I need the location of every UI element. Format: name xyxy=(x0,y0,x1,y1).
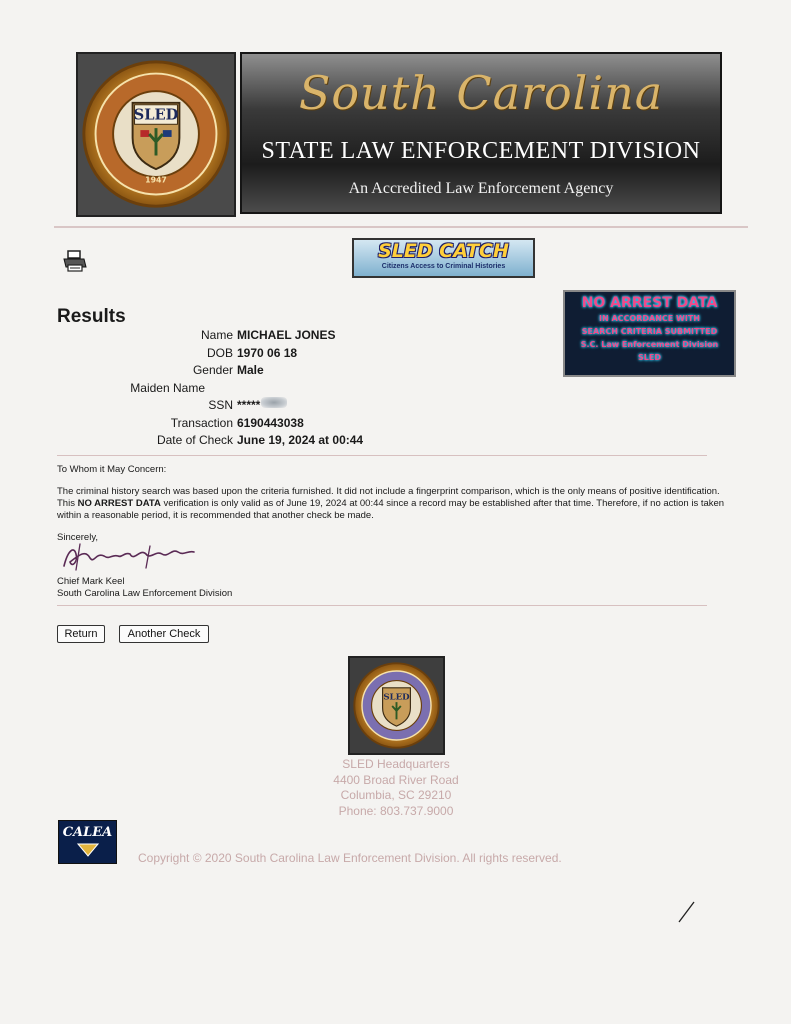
sled-seal-logo xyxy=(76,52,236,217)
letter-body-text: verification is only valid as of June 19, 2024 at 00:44 since a record may be established after that time. Therefore, if no action is taken within a reasonable period, it is recommended that another check be made. xyxy=(57,498,725,521)
field-ssn xyxy=(110,397,440,415)
field-value: MICHAEL JONES xyxy=(237,328,336,342)
field-label: Maiden Name xyxy=(130,380,205,395)
footer-seal-badge-text: SLED xyxy=(383,692,410,703)
signer-agency: South Carolina Law Enforcement Division xyxy=(57,588,233,599)
copyright-notice: Copyright © 2020 South Carolina Law Enforcement Division. All rights reserved. xyxy=(138,851,562,865)
hq-phone: Phone: 803.737.9000 xyxy=(338,803,454,818)
calea-logo xyxy=(58,820,117,864)
field-value: ***** xyxy=(237,398,261,412)
seal-badge-text: SLED xyxy=(133,106,179,124)
results-heading: Results xyxy=(57,306,126,327)
signer-name: Chief Mark Keel xyxy=(57,576,125,587)
sled-catch-tagline: Citizens Access to Criminal Histories xyxy=(381,263,506,270)
letter-closing: Sincerely, xyxy=(57,532,99,543)
seal-graphic xyxy=(78,54,234,215)
return-button[interactable]: Return xyxy=(57,625,105,643)
letter-body-emphasis: NO ARREST DATA xyxy=(77,498,161,509)
seal-year: 1947 xyxy=(145,175,167,185)
hq-street-address: 4400 Broad River Road xyxy=(333,772,459,787)
letter-body-text: The criminal history search was based upon the criteria furnished. It did not include a fingerprint comparison, which is the only means of positive identification. This xyxy=(57,486,720,509)
stamp-headline: NO ARREST DATA xyxy=(581,295,718,311)
field-label: Date of Check xyxy=(156,433,233,447)
footer-sled-seal xyxy=(348,656,445,755)
another-check-button[interactable]: Another Check xyxy=(119,625,209,643)
stamp-line: S.C. Law Enforcement Division xyxy=(580,340,719,349)
handwritten-signature xyxy=(60,540,200,574)
field-transaction xyxy=(110,415,440,433)
accreditation-tagline: An Accredited Law Enforcement Agency xyxy=(348,180,614,197)
header-divider xyxy=(54,226,748,228)
sled-catch-logo xyxy=(352,238,535,278)
field-dob xyxy=(110,345,440,363)
ssn-redaction xyxy=(261,397,287,408)
field-name xyxy=(110,327,440,345)
field-label: Gender xyxy=(192,363,233,377)
result-fields xyxy=(110,327,440,450)
hq-name: SLED Headquarters xyxy=(342,757,450,771)
field-value: June 19, 2024 at 00:44 xyxy=(237,433,364,447)
field-label: SSN xyxy=(208,398,233,412)
results-divider xyxy=(57,455,707,456)
field-maiden-name xyxy=(110,380,440,398)
field-label: Transaction xyxy=(170,415,233,430)
field-value: Male xyxy=(237,363,264,377)
state-script-title: South Carolina xyxy=(298,66,664,120)
calea-wordmark: CALEA xyxy=(62,825,113,840)
pen-mark xyxy=(676,900,696,924)
calea-triangle-icon xyxy=(77,843,99,857)
agency-banner xyxy=(240,52,722,214)
hq-city-state-zip: Columbia, SC 29210 xyxy=(340,788,452,802)
no-arrest-data-stamp xyxy=(563,290,736,377)
field-date-of-check xyxy=(110,432,440,450)
letter-salutation: To Whom it May Concern: xyxy=(57,464,167,475)
field-label: DOB xyxy=(206,345,233,360)
field-value: 6190443038 xyxy=(237,415,304,430)
letter-body xyxy=(57,486,737,522)
field-gender xyxy=(110,362,440,380)
stamp-line: IN ACCORDANCE WITH xyxy=(599,314,700,323)
letter-divider xyxy=(57,605,707,606)
printer-icon[interactable] xyxy=(62,250,88,272)
stamp-line: SLED xyxy=(638,353,661,362)
sled-catch-wordmark: SLED CATCH xyxy=(378,240,509,262)
agency-title: STATE LAW ENFORCEMENT DIVISION xyxy=(261,138,701,164)
stamp-line: SEARCH CRITERIA SUBMITTED xyxy=(581,327,718,336)
field-label: Name xyxy=(200,328,233,342)
field-value: 1970 06 18 xyxy=(237,345,298,360)
